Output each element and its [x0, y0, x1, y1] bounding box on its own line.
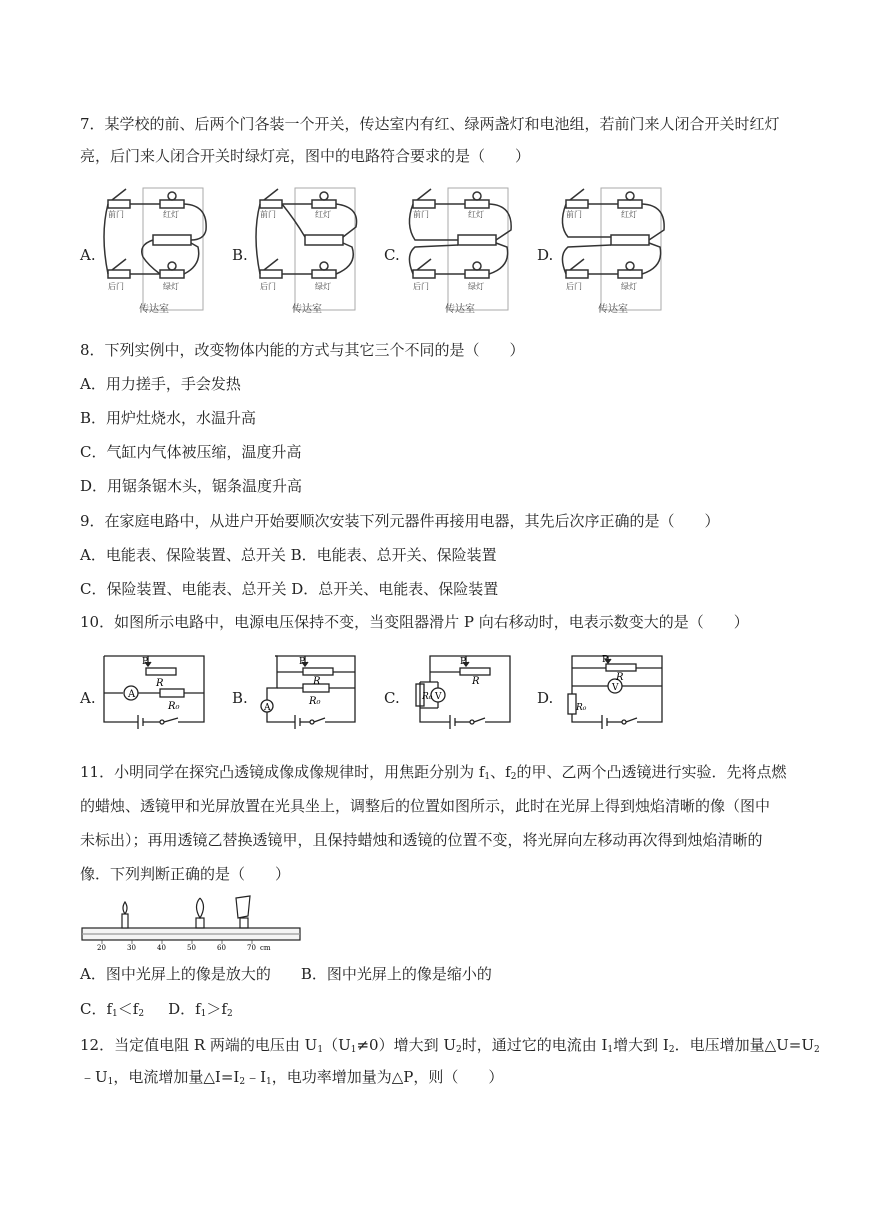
q11-d-sub1: 1 [200, 1009, 207, 1019]
q11-c-sub2: 2 [138, 1009, 145, 1019]
q11-stem-line1 [80, 762, 786, 787]
q7b-back-label: 后门 [260, 282, 276, 291]
q10d-voltmeter-label: V [612, 683, 619, 693]
q11-c-rel: ＜f [117, 1000, 139, 1018]
q11-stem-line2: 的蜡烛、透镜甲和光屏放置在光具坐上，调整后的位置如图所示，此时在光屏上得到烛焰清晰的像（图中 [80, 797, 771, 815]
q12-l2-d: ，电功率增加量为△P，则（ ） [271, 1068, 504, 1086]
q10-option-a-label: A. [80, 689, 96, 707]
q11-line1-part3: 的甲、乙两个凸透镜进行实验．先将点燃 [516, 763, 787, 781]
q8-option-a: A．用力搓手，手会发热 [80, 375, 241, 393]
q10d-p-label: P [602, 655, 609, 665]
q8-stem: 8．下列实例中，改变物体内能的方式与其它三个不同的是（ ） [80, 341, 525, 359]
q11-c-text: C．f [80, 1000, 113, 1018]
q10d-r0-label: R₀ [576, 703, 587, 713]
q11-line1-part2: 、f [490, 763, 511, 781]
q12-l1-s2: 2 [455, 1045, 462, 1055]
q10a-r0-label: R₀ [168, 701, 180, 712]
q11-options-cd [80, 999, 233, 1024]
q12-l2-c: ﹣I [245, 1068, 267, 1086]
q11-d-rel: ＞f [206, 1000, 227, 1018]
q7a-front-label: 前门 [108, 210, 124, 219]
q10c-p-label: P [460, 657, 467, 667]
q7c-red-label: 红灯 [468, 210, 484, 219]
q10-stem: 10．如图所示电路中，电源电压保持不变，当变阻器滑片 P 向右移动时，电表示数变大的是（ ） [80, 613, 749, 631]
q7d-front-label: 前门 [566, 210, 582, 219]
q11-c-sub1: 1 [112, 1009, 118, 1019]
q7-option-b-label: B. [232, 246, 248, 264]
q12-l2-s1: 1 [107, 1077, 114, 1087]
q12-l1-s2c: 2 [813, 1045, 820, 1055]
q7-stem-line1: 7．某学校的前、后两个门各装一个开关，传达室内有红、绿两盏灯和电池组，若前门来人闭合开关时红灯 [80, 115, 780, 133]
q12-l1-s1b: 1 [350, 1045, 357, 1055]
q12-l2-s2: 2 [239, 1077, 246, 1087]
q8-option-d: D．用锯条锯木头，锯条温度升高 [80, 477, 303, 495]
q11-line1-part1: 11．小明同学在探究凸透镜成像成像规律时，用焦距分别为 f [80, 763, 485, 781]
q7a-room-label: 传达室 [139, 304, 169, 315]
q10-circuit-c [410, 652, 522, 734]
q10-circuit-d [562, 652, 674, 734]
q10-option-d-label: D. [537, 689, 554, 707]
q10c-voltmeter-label: V [435, 692, 442, 702]
q11-d-text: D．f [168, 1000, 201, 1018]
q11-options-ab: A．图中光屏上的像是放大的 B．图中光屏上的像是缩小的 [80, 965, 492, 983]
q7a-green-label: 绿灯 [163, 282, 179, 291]
q10-circuit-a [98, 652, 210, 734]
q9-options-ab: A．电能表、保险装置、总开关 B．电能表、总开关、保险装置 [80, 546, 497, 564]
q7d-back-label: 后门 [566, 282, 582, 291]
q8-option-c: C．气缸内气体被压缩，温度升高 [80, 443, 302, 461]
q11-line1-sub1: 1 [484, 772, 491, 782]
q7a-back-label: 后门 [108, 282, 124, 291]
q10-option-b-label: B. [232, 689, 248, 707]
q7-option-c-label: C. [384, 246, 400, 264]
q12-l1-e: 增大到 I [613, 1036, 669, 1054]
q11-tick-70: 70 [247, 944, 256, 952]
q7c-back-label: 后门 [413, 282, 429, 291]
q7c-front-label: 前门 [413, 210, 429, 219]
q11-tick-40: 40 [157, 944, 166, 952]
q10c-r-label: R [472, 676, 480, 687]
q11-stem-line4: 像．下列判断正确的是（ ） [80, 865, 291, 883]
q7c-green-label: 绿灯 [468, 282, 484, 291]
q11-line1-sub2: 2 [510, 772, 517, 782]
q7d-green-label: 绿灯 [621, 282, 637, 291]
q11-tick-30: 30 [127, 944, 136, 952]
q12-l1-a: 12．当定值电阻 R 两端的电压由 U [80, 1036, 318, 1054]
q12-l2-b: ，电流增加量△I=I [113, 1068, 240, 1086]
q12-l1-s1c: 1 [607, 1045, 614, 1055]
q10b-p-label: P [299, 657, 306, 667]
q12-l1-s1: 1 [317, 1045, 324, 1055]
q12-stem-line2 [80, 1067, 503, 1092]
q7a-red-label: 红灯 [163, 210, 179, 219]
q10-circuit-b [255, 652, 367, 734]
q11-tick-60: 60 [217, 944, 226, 952]
q11-optical-bench-figure [80, 892, 305, 952]
q7b-red-label: 红灯 [315, 210, 331, 219]
q7b-green-label: 绿灯 [315, 282, 331, 291]
q8-option-b: B．用炉灶烧水，水温升高 [80, 409, 257, 427]
q10-option-c-label: C. [384, 689, 400, 707]
q10a-p-label: P [142, 657, 149, 667]
q12-l1-b: （U [323, 1036, 351, 1054]
q12-l1-s2b: 2 [668, 1045, 675, 1055]
q11-d-sub2: 2 [226, 1009, 233, 1019]
q7d-room-label: 传达室 [598, 304, 628, 315]
q12-l1-d: 时，通过它的电流由 I [461, 1036, 608, 1054]
q10b-ammeter-label: A [264, 703, 271, 713]
q11-tick-20: 20 [97, 944, 106, 952]
q12-l1-c: ≠0）增大到 U [356, 1036, 456, 1054]
q12-l2-a: ﹣U [80, 1068, 108, 1086]
q11-stem-line3: 未标出）；再用透镜乙替换透镜甲，且保持蜡烛和透镜的位置不变，将光屏向左移动再次得到烛焰清晰的 [80, 831, 763, 849]
q9-stem: 9．在家庭电路中，从进户开始要顺次安装下列元器件再接用电器，其先后次序正确的是（ ） [80, 512, 720, 530]
q7-option-a-label: A. [80, 246, 96, 264]
q10b-r-label: R [313, 676, 321, 687]
q10a-r-label: R [156, 678, 164, 689]
q7-option-d-label: D. [537, 246, 554, 264]
q12-l1-f: ．电压增加量△U=U [674, 1036, 814, 1054]
q7-stem-line2: 亮，后门来人闭合开关时绿灯亮，图中的电路符合要求的是（ ） [80, 147, 531, 165]
q11-ruler-unit: cm [260, 944, 271, 952]
q10a-ammeter-label: A [128, 689, 136, 700]
q12-stem-line1 [80, 1035, 820, 1060]
q11-tick-50: 50 [187, 944, 196, 952]
q7b-front-label: 前门 [260, 210, 276, 219]
q7c-room-label: 传达室 [445, 304, 475, 315]
q7b-room-label: 传达室 [292, 304, 322, 315]
q7d-red-label: 红灯 [621, 210, 637, 219]
q10c-r0-label: R₀ [422, 692, 433, 702]
q12-l2-s1b: 1 [266, 1077, 272, 1087]
q9-options-cd: C．保险装置、电能表、总开关 D．总开关、电能表、保险装置 [80, 580, 499, 598]
q10b-r0-label: R₀ [309, 696, 321, 707]
q10d-r-label: R [616, 672, 624, 683]
